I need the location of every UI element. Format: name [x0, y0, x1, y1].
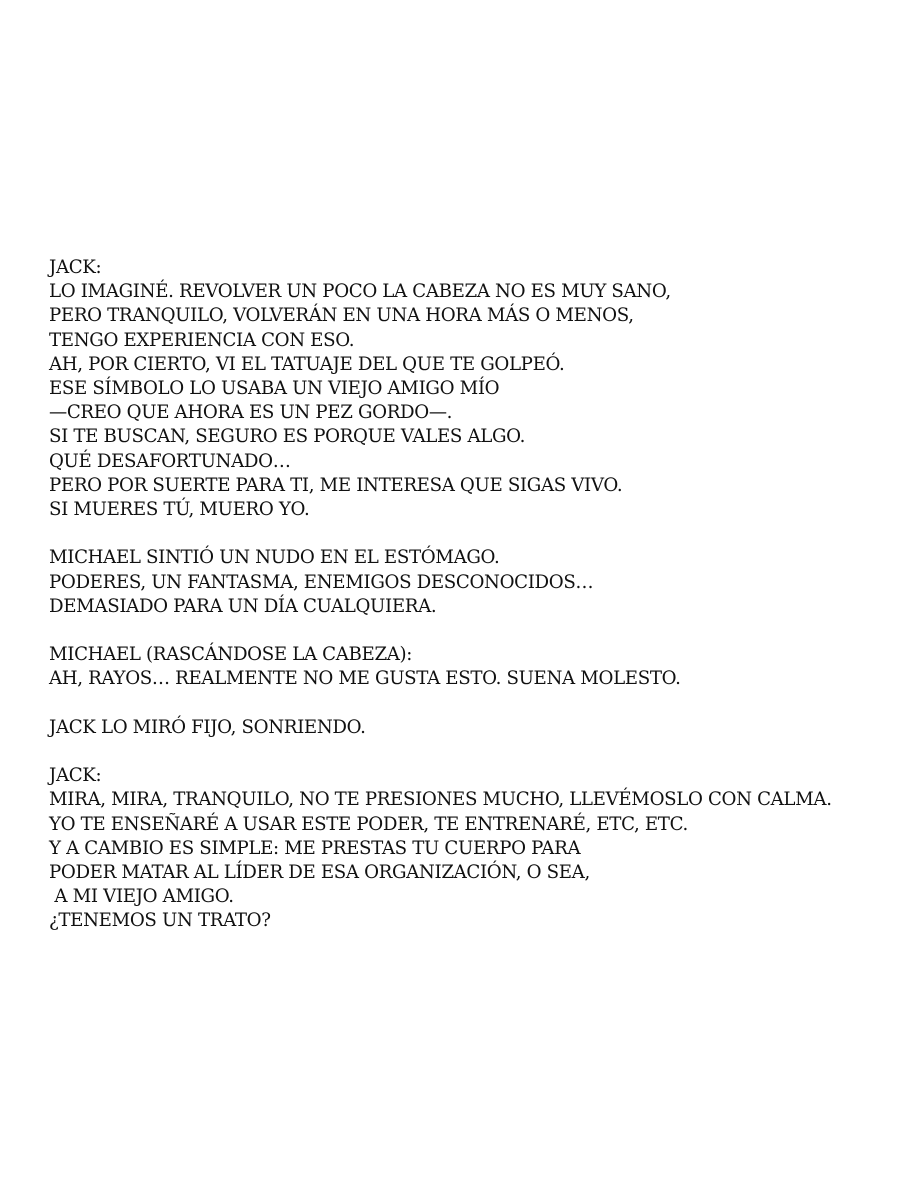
speaker-label: MICHAEL (RASCÁNDOSE LA CABEZA): — [49, 644, 413, 666]
dialogue-line: LO IMAGINÉ. REVOLVER UN POCO LA CABEZA NO ES MUY SANO, — [49, 281, 671, 303]
dialogue-line: A MI VIEJO AMIGO. — [49, 886, 234, 908]
dialogue-line: ESE SÍMBOLO LO USABA UN VIEJO AMIGO MÍO — [49, 378, 500, 400]
paragraph-michael-dialogue — [49, 643, 909, 691]
dialogue-line: TENGO EXPERIENCIA CON ESO. — [49, 329, 355, 351]
dialogue-line: PODER MATAR AL LÍDER DE ESA ORGANIZACIÓN, O SEA, — [49, 862, 590, 884]
paragraph-jack-dialogue-2 — [49, 764, 909, 933]
dialogue-line: PERO POR SUERTE PARA TI, ME INTERESA QUE SIGAS VIVO. — [49, 474, 623, 496]
dialogue-line: AH, RAYOS… REALMENTE NO ME GUSTA ESTO. SUENA MOLESTO. — [49, 668, 681, 690]
dialogue-line: PERO TRANQUILO, VOLVERÁN EN UNA HORA MÁS O MENOS, — [49, 305, 634, 327]
dialogue-line: AH, POR CIERTO, VI EL TATUAJE DEL QUE TE GOLPEÓ. — [49, 353, 565, 375]
dialogue-line: —CREO QUE AHORA ES UN PEZ GORDO—. — [49, 402, 453, 424]
dialogue-line: SI MUERES TÚ, MUERO YO. — [49, 499, 310, 521]
narration-line: JACK LO MIRÓ FIJO, SONRIENDO. — [49, 716, 366, 738]
paragraph-jack-dialogue-1 — [49, 256, 909, 522]
dialogue-line: ¿TENEMOS UN TRATO? — [49, 910, 271, 932]
dialogue-line: Y A CAMBIO ES SIMPLE: ME PRESTAS TU CUERPO PARA — [49, 837, 581, 859]
dialogue-line: SI TE BUSCAN, SEGURO ES PORQUE VALES ALGO. — [49, 426, 526, 448]
speaker-label: JACK: — [49, 765, 102, 787]
narration-line: DEMASIADO PARA UN DÍA CUALQUIERA. — [49, 595, 437, 617]
paragraph-narration-2 — [49, 716, 909, 740]
speaker-label: JACK: — [49, 257, 102, 278]
dialogue-line: YO TE ENSEÑARÉ A USAR ESTE PODER, TE ENTRENARÉ, ETC, ETC. — [49, 813, 688, 835]
narration-line: PODERES, UN FANTASMA, ENEMIGOS DESCONOCIDOS… — [49, 571, 594, 593]
paragraph-narration-1 — [49, 546, 909, 619]
dialogue-line: MIRA, MIRA, TRANQUILO, NO TE PRESIONES MUCHO, LLEVÉMOSLO CON CALMA. — [49, 789, 832, 811]
narration-line: MICHAEL SINTIÓ UN NUDO EN EL ESTÓMAGO. — [49, 547, 500, 569]
dialogue-line: QUÉ DESAFORTUNADO… — [49, 450, 291, 472]
script-text-block — [49, 256, 909, 934]
